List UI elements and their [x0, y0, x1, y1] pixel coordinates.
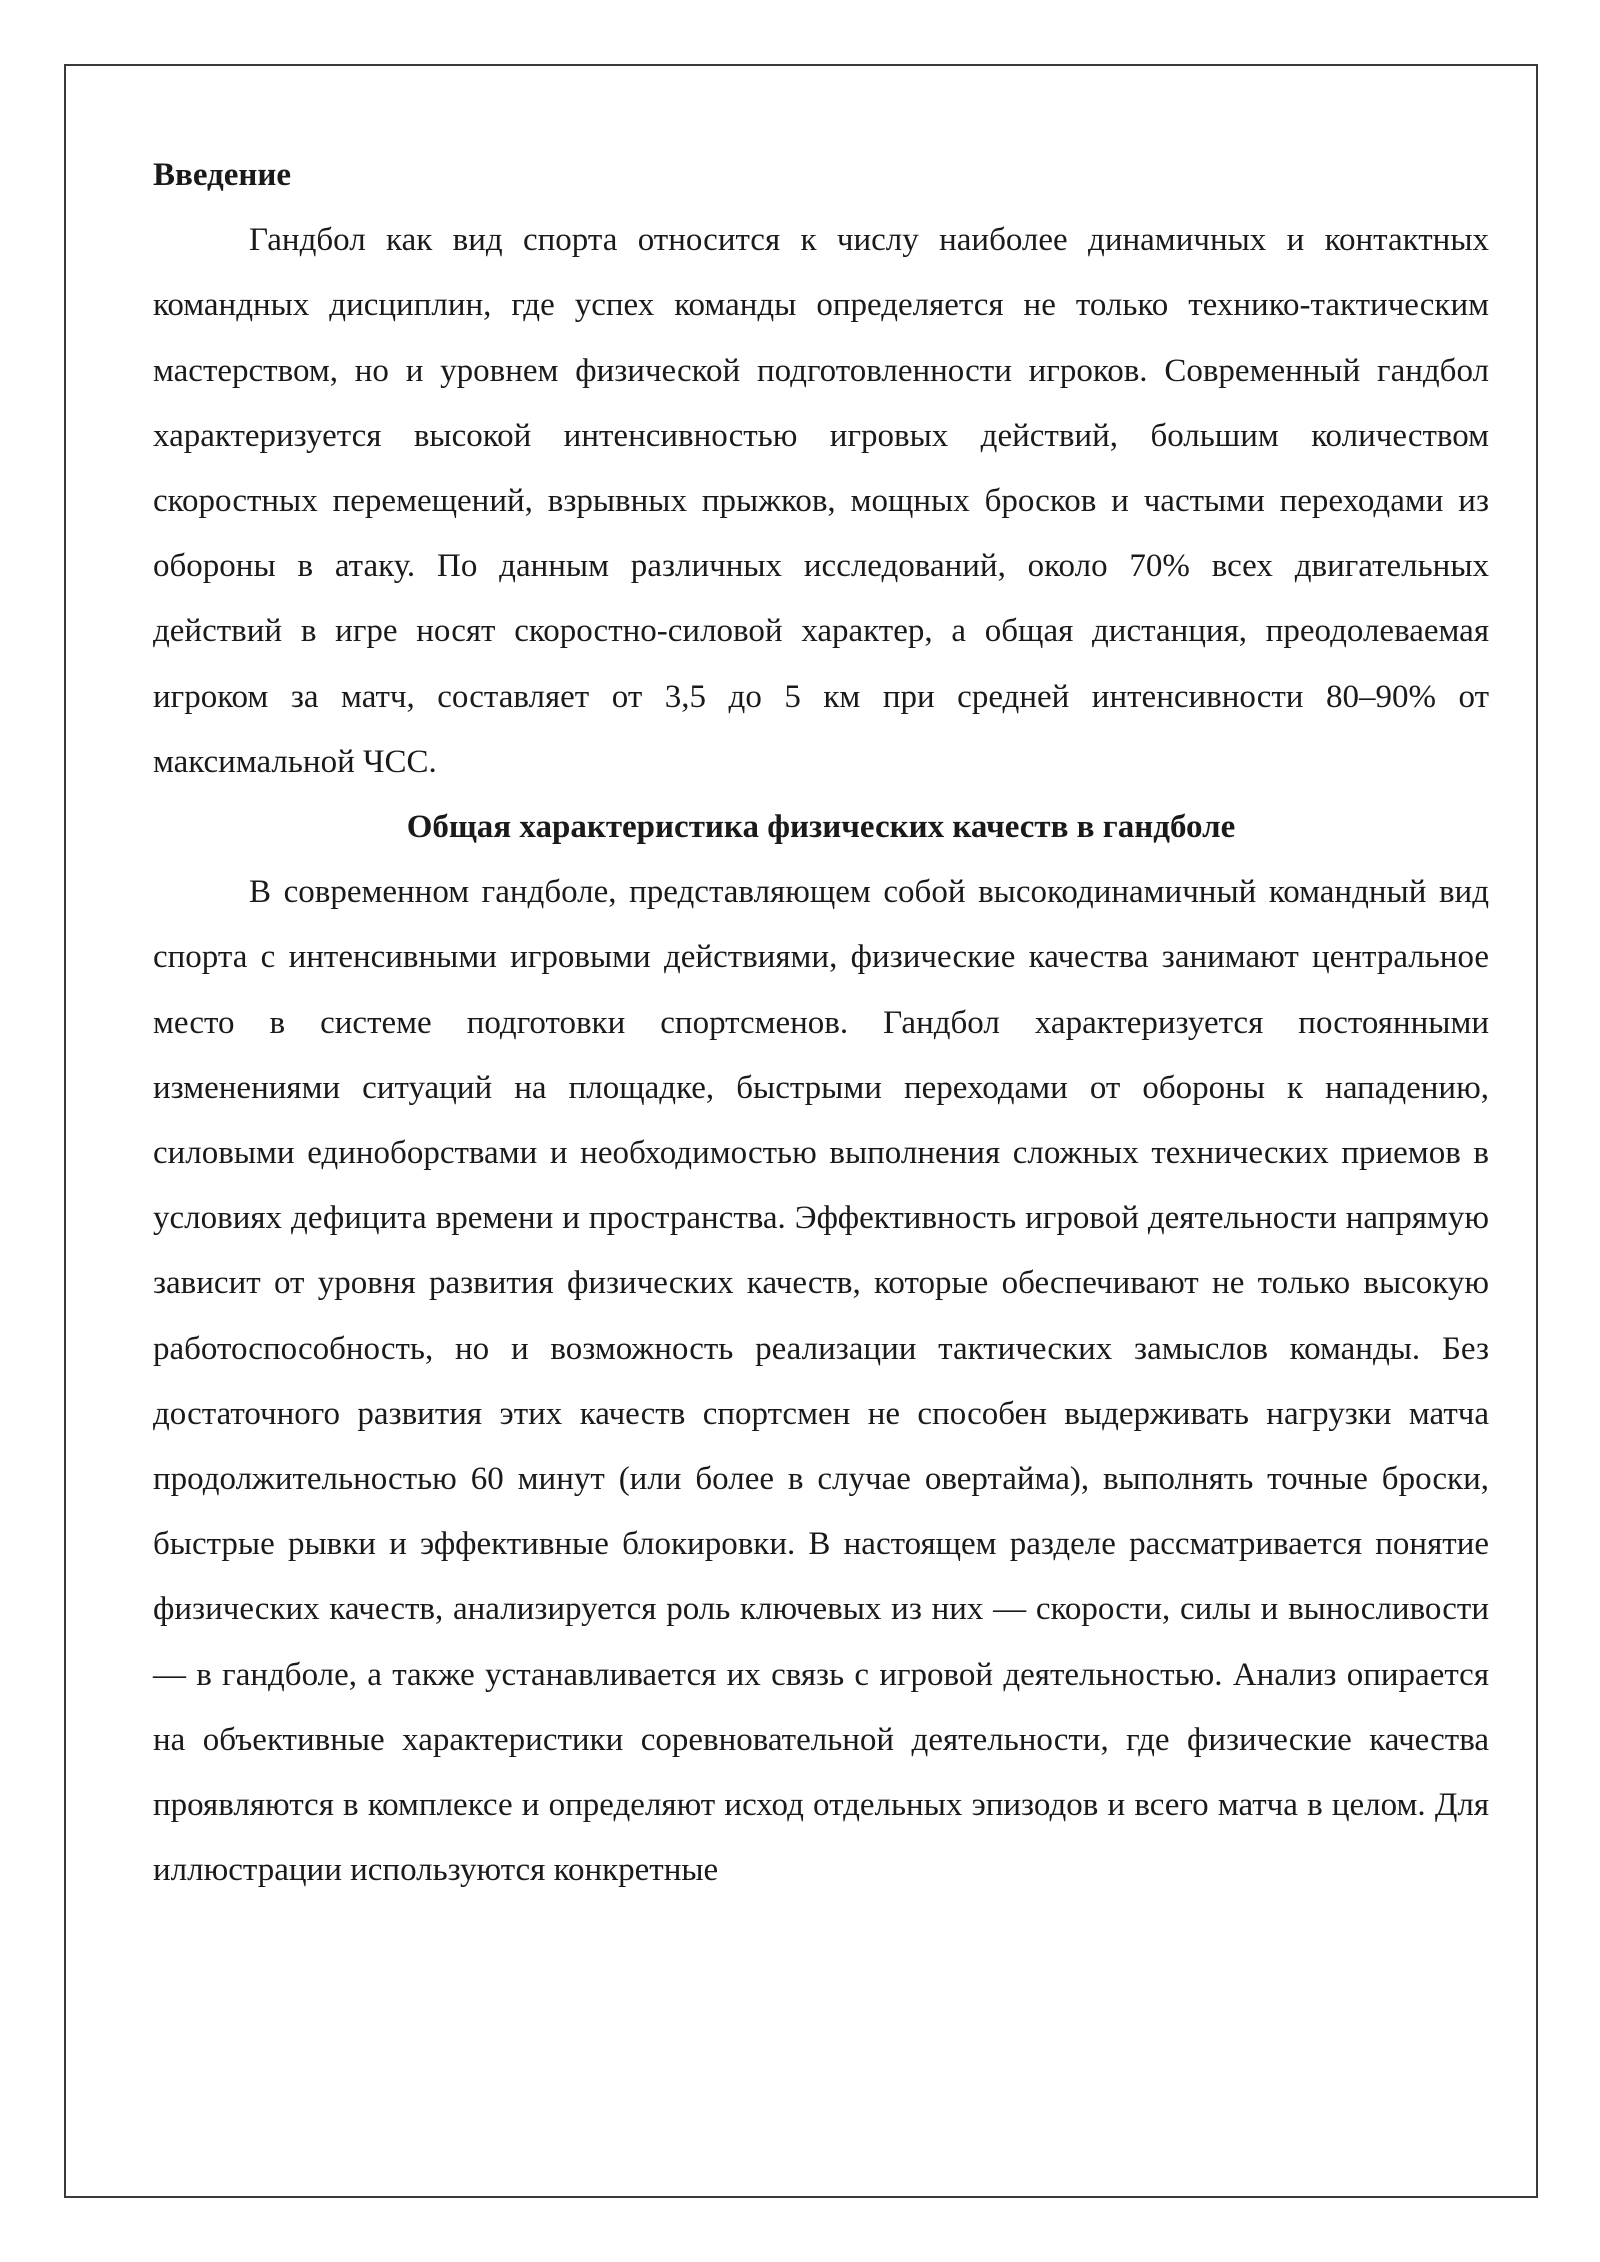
document-body — [153, 143, 1489, 1903]
section-heading-introduction: Введение — [153, 157, 292, 193]
introduction-paragraph: Гандбол как вид спорта относится к числу наиболее динамичных и контактных командных дисциплин, где успех команды определяется не только технико-тактическим мастерством, но и уровнем физической подготовленности игроков. Современный гандбол характеризуется высокой интенсивностью игровых действий, большим количеством скоростных перемещений, взрывных прыжков, мощных бросков и частыми переходами из обороны в атаку. По данным различных исследований, около 70% всех двигательных действий в игре носят скоростно-силовой характер, а общая дистанция, преодолеваемая игроком за матч, составляет от 3,5 до 5 км при средней интенсивности 80–90% от максимальной ЧСС. — [153, 222, 1489, 780]
physical-qualities-paragraph: В современном гандболе, представляющем собой высокодинамичный командный вид спорта с интенсивными игровыми действиями, физические качества занимают центральное место в системе подготовки спортсменов. Гандбол характеризуется постоянными изменениями ситуаций на площадке, быстрыми переходами от обороны к нападению, силовыми единоборствами и необходимостью выполнения сложных технических приемов в условиях дефицита времени и пространства. Эффективность игровой деятельности напрямую зависит от уровня развития физических качеств, которые обеспечивают не только высокую работоспособность, но и возможность реализации тактических замыслов команды. Без достаточного развития этих качеств спортсмен не способен выдерживать нагрузки матча продолжительностью 60 минут (или более в случае овертайма), выполнять точные броски, быстрые рывки и эффективные блокировки. В настоящем разделе рассматривается понятие физических качеств, анализируется роль ключевых из них — скорости, силы и выносливости — в гандболе, а также устанавливается их связь с игровой деятельностью. Анализ опирается на объективные характеристики соревновательной деятельности, где физические качества проявляются в комплексе и определяют исход отдельных эпизодов и всего матча в целом. Для иллюстрации используются конкретные — [153, 874, 1489, 1889]
section-heading-physical-qualities: Общая характеристика физических качеств в гандболе — [406, 809, 1236, 846]
